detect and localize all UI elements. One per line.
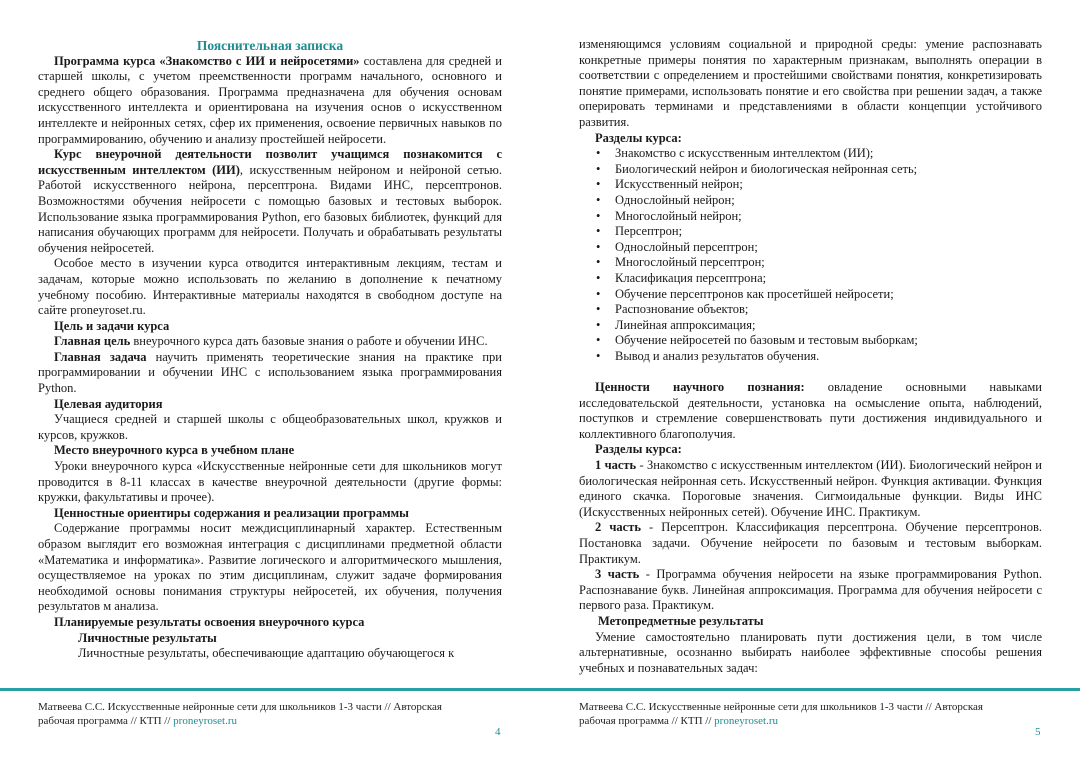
goal-paragraph: Главная цель внеурочного курса дать базовые знания о работе и обучении ИНС.: [54, 334, 488, 349]
personal-paragraph: Личностные результаты, обеспечивающие адаптацию обучающегося к: [78, 646, 455, 661]
list-item: • Обучение персептронов как просетйшей нейросети;: [596, 286, 894, 301]
site-link[interactable]: proneyroset.ru: [173, 715, 237, 727]
place-paragraph: Уроки внеурочного курса «Искусственные нейронные сети для школьников могут проводится в 8-11 классах в качестве внеурочной деятельности (другие формы: кружки, факультативы и прочее).: [38, 459, 502, 505]
list-item: • Однослойный нейрон;: [596, 192, 735, 207]
page-number-left: 4: [495, 726, 501, 738]
values-paragraph: Содержание программы носит междисциплинарный характер. Естественным образом выглядит его возможная интеграция с дисциплинами предметной области «Математика и информатика». Развитие логического и алгоритмического мышления, осуществляемое на уроках по этим дисциплинам, служит задаче формирования необходимой основы понимания структуры нейросетей, их обучения, получения результатов м анализа.: [38, 521, 502, 614]
results-heading: Планируемые результаты освоения внеурочного курса: [54, 614, 365, 629]
intro-paragraph: Программа курса «Знакомство с ИИ и нейросетями» составлена для средней и старшей школы, с учетом преемственности программ начального, основного и среднего общего образования. Программа предназначена для обучения основам искусственного интеллекта и ориентирована на изучения основ о искусственном интеллекте и нейронных сетях, сфер их применения, освоение первичных навыков по программированию, обучению и анализу простейшей нейросети.: [38, 53, 502, 146]
list-item: • Персептрон;: [596, 224, 683, 239]
science-values-paragraph: Ценности научного познания: овладение основными навыками исследовательской деятельности, установка на осмысление опыта, наблюдений, поступков и стремление совершенствовать пути достижения индивидуального и коллективного благополучия.: [579, 380, 1042, 441]
list-item: • Обучение нейросетей по базовым и тестовым выборкам;: [596, 333, 918, 348]
course-paragraph: Курс внеурочной деятельности позволит учащимся познакомится с искусственным интеллектом (ИИ), искусственным нейроном и нейроной сетью. Работой искусственного нейрона, персептрона. Видами ИНС, персептронов. Возможностями обучения нейросети с помощью базовых и тестовых выборок. Использование языка программирования Python, его базовых библиотек, функций для написания обучающих программ для нейросети. Получать и обрабатывать результаты обучения нейросетей.: [38, 147, 503, 255]
list-item: • Знакомство с искусственным интеллектом (ИИ);: [596, 146, 874, 161]
place-heading: Место внеурочного курса в учебном плане: [54, 443, 295, 458]
continued-paragraph: изменяющимся условиям социальной и природной среды: умение распознавать конкретные примеры понятия по характерным признакам, выполнять операции в соответствии с определением и простейшими свойствами понятия, конкретизировать понятие примерами, использовать понятие и его свойства при решении задач, а также оперировать терминами и представлениями в области концепции устойчивого развития.: [579, 37, 1042, 129]
list-item: • Распознование объектов;: [596, 302, 749, 317]
sections-heading-2: Разделы курса:: [595, 442, 682, 457]
list-item: • Многослойный персептрон;: [596, 255, 765, 270]
footer-right: Матвеева С.С. Искусственные нейронные сети для школьников 1-3 части // Авторская рабочая программа // КТП // proneyroset.ru: [579, 701, 983, 727]
personal-heading: Личностные результаты: [78, 630, 217, 645]
audience-heading: Целевая аудитория: [54, 396, 163, 411]
list-item: • Биологический нейрон и биологическая нейронная сеть;: [596, 161, 918, 176]
values-heading: Ценностные ориентиры содержания и реализации программы: [54, 505, 409, 520]
audience-paragraph: Учащиеся средней и старшей школы с общеобразовательных школ, кружков и курсов, кружков.: [38, 412, 502, 442]
list-item: • Класификация персептрона;: [596, 270, 767, 285]
list-item: • Однослойный персептрон;: [596, 239, 758, 254]
site-link[interactable]: proneyroset.ru: [714, 715, 778, 727]
part3-paragraph: 3 часть - Программа обучения нейросети на языке программирования Python. Распознавание букв. Линейная аппроксимация. Программа для обучения нейросети с первого раза. Практикум.: [579, 567, 1042, 613]
left-page: [38, 0, 502, 690]
page-number-right: 5: [1035, 726, 1041, 738]
meta-heading: Метопредметные результаты: [598, 613, 764, 628]
task-paragraph: Главная задача научить применять теоретические знания на практике при программировании и обучении ИНС с использованием языка программирования Python.: [38, 349, 502, 396]
list-item: • Искусственный нейрон;: [596, 177, 743, 192]
list-item: • Многослойный нейрон;: [596, 208, 742, 223]
list-item: • Вывод и анализ результатов обучения.: [596, 348, 820, 363]
part1-paragraph: 1 часть - Знакомство с искусственным интеллектом (ИИ). Биологический нейрон и биологическая нейронная сеть. Искусственный нейрон. Функция активации. Функция единого скачка. Пороговые значения. Сигмоидальные функции. Виды ИНС (Искусственных нейронных сетей). Обучение ИНС. Практикум.: [579, 458, 1042, 519]
interactive-paragraph: Особое место в изучении курса отводится интерактивным лекциям, тестам и задачам, которые можно использовать по желанию в дополнение к печатному учебному пособию. Интерактивные материалы находятся в свободном доступе на сайте proneyroset.ru.: [38, 256, 502, 318]
sections-heading: Разделы курса:: [595, 130, 682, 145]
meta-paragraph: Умение самостоятельно планировать пути достижения цели, в том числе альтернативные, осознанно выбирать наиболее эффективные способы решения учебных и познавательных задач:: [579, 629, 1042, 675]
footer-left: Матвеева С.С. Искусственные нейронные сети для школьников 1-3 части // Авторская рабочая программа // КТП // proneyroset.ru: [38, 701, 442, 727]
goals-heading: Цель и задачи курса: [54, 318, 170, 333]
list-item: • Линейная аппроксимация;: [596, 317, 756, 332]
page-title: Пояснительная записка: [196, 38, 344, 53]
footer-divider: [0, 688, 1080, 691]
right-page: [579, 0, 1042, 690]
sections-list: [579, 146, 1042, 364]
part2-paragraph: 2 часть - Персептрон. Классификация персептрона. Обучение персептронов. Постановка задачи. Обучение нейросети по базовым и тестовым выборкам. Практикум.: [579, 520, 1042, 566]
